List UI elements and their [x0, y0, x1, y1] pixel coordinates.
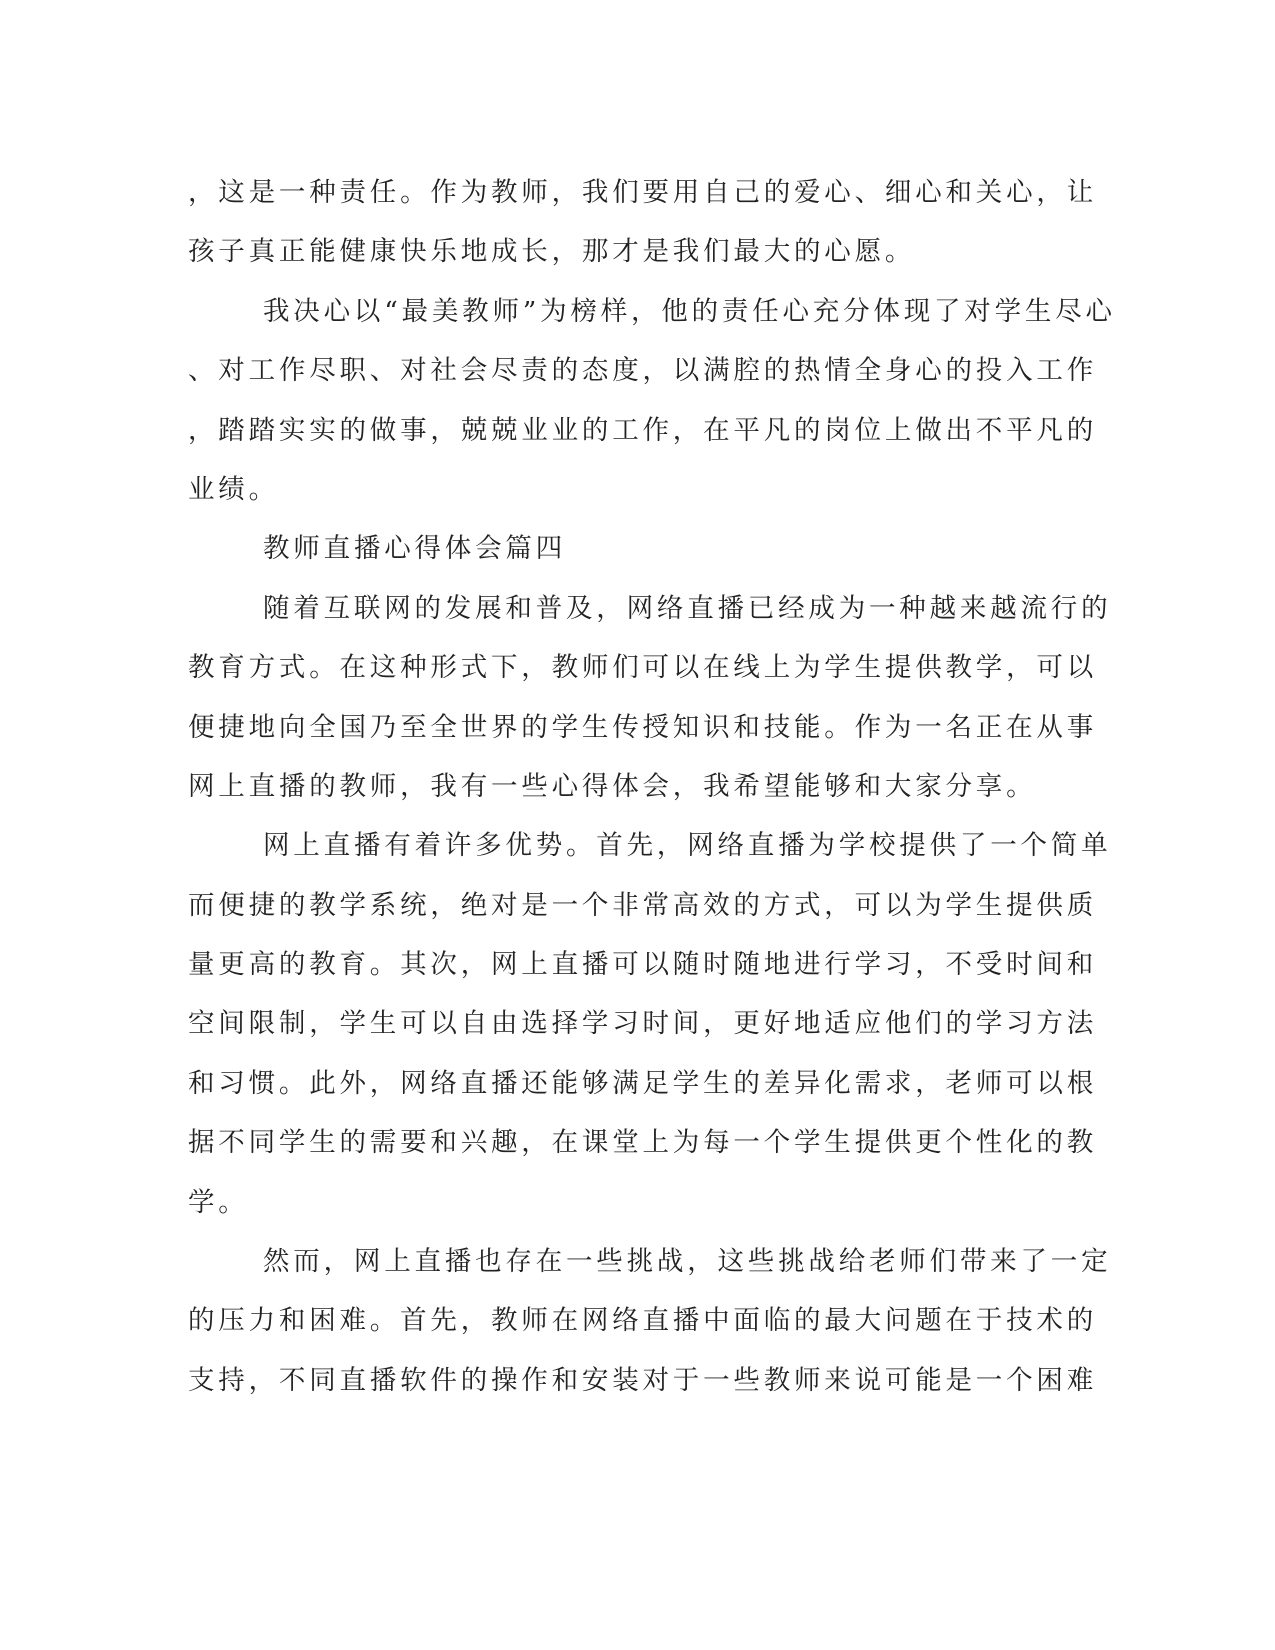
text-line: 业绩。 [188, 473, 279, 505]
text-line: 我决心以“最美教师”为榜样，他的责任心充分体现了对学生尽心 [263, 295, 1116, 327]
text-line: 据不同学生的需要和兴趣，在课堂上为每一个学生提供更个性化的教 [188, 1127, 1097, 1159]
text-line: ，这是一种责任。作为教师，我们要用自己的爱心、细心和关心，让 [188, 177, 1097, 208]
section-heading: 教师直播心得体会篇四 [263, 533, 566, 565]
text-line: 支持，不同直播软件的操作和安装对于一些教师来说可能是一个困难 [188, 1364, 1097, 1396]
text-line: 的压力和困难。首先，教师在网络直播中面临的最大问题在于技术的 [188, 1305, 1097, 1337]
body-text [188, 163, 1116, 1410]
text-line: ，踏踏实实的做事，兢兢业业的工作，在平凡的岗位上做出不平凡的 [188, 414, 1097, 446]
text-line: 教育方式。在这种形式下，教师们可以在线上为学生提供教学，可以 [188, 652, 1097, 684]
text-line: 而便捷的教学系统，绝对是一个非常高效的方式，可以为学生提供质 [188, 889, 1097, 921]
text-line: 学。 [188, 1186, 249, 1218]
text-line: 随着互联网的发展和普及，网络直播已经成为一种越来越流行的 [263, 592, 1112, 624]
text-line: 空间限制，学生可以自由选择学习时间，更好地适应他们的学习方法 [188, 1008, 1097, 1040]
text-line: 量更高的教育。其次，网上直播可以随时随地进行学习，不受时间和 [188, 949, 1097, 981]
text-line: 、对工作尽职、对社会尽责的态度，以满腔的热情全身心的投入工作 [188, 355, 1097, 387]
text-line: 便捷地向全国乃至全世界的学生传授知识和技能。作为一名正在从事 [188, 711, 1097, 743]
text-line: 然而，网上直播也存在一些挑战，这些挑战给老师们带来了一定 [263, 1246, 1112, 1278]
text-line: 网上直播有着许多优势。首先，网络直播为学校提供了一个简单 [263, 830, 1112, 862]
text-line: 孩子真正能健康快乐地成长，那才是我们最大的心愿。 [188, 236, 916, 268]
text-line: 网上直播的教师，我有一些心得体会，我希望能够和大家分享。 [188, 770, 1037, 802]
text-line: 和习惯。此外，网络直播还能够满足学生的差异化需求，老师可以根 [188, 1067, 1097, 1099]
